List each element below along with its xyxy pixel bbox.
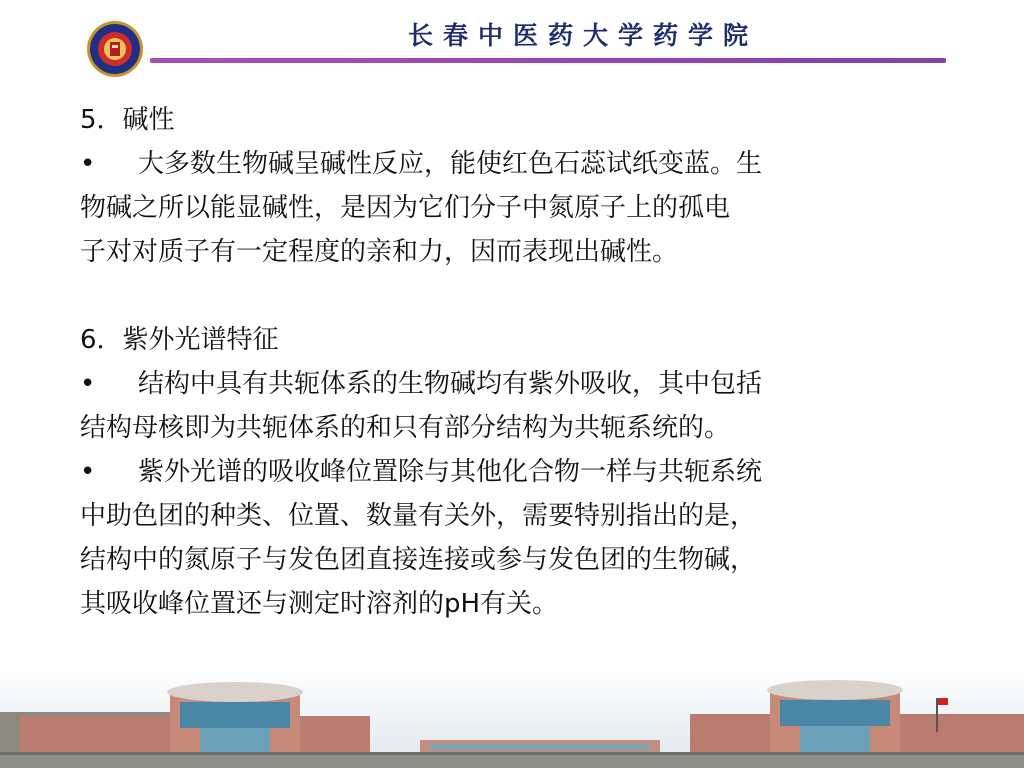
slide-content xyxy=(80,98,960,626)
bullet-icon: • xyxy=(80,369,96,399)
campus-panorama-image xyxy=(0,668,1024,768)
header-divider xyxy=(150,58,946,63)
bullet-paragraph xyxy=(80,362,960,450)
bullet-icon: • xyxy=(80,149,96,179)
section-heading-uv-spectrum: 6．紫外光谱特征 xyxy=(80,325,279,355)
section-heading-basicity: 5．碱性 xyxy=(80,105,175,135)
bullet-paragraph xyxy=(80,142,960,274)
bullet-text: 结构中具有共轭体系的生物碱均有紫外吸收，其中包括 结构母核即为共轭体系的和只有部分结构为共轭系统的。 xyxy=(80,369,763,443)
bullet-text: 紫外光谱的吸收峰位置除与其他化合物一样与共轭系统 中助色团的种类、位置、数量有关外，需要特别指出的是， 结构中的氮原子与发色团直接连接或参与发色团的生物碱， 其吸收峰位置还与测定时溶剂的pH有关。 xyxy=(80,457,763,619)
bullet-paragraph xyxy=(80,450,960,626)
bullet-text: 大多数生物碱呈碱性反应，能使红色石蕊试纸变蓝。生 物碱之所以能显碱性，是因为它们分子中氮原子上的孤电 子对对质子有一定程度的亲和力，因而表现出碱性。 xyxy=(80,149,763,267)
bullet-icon: • xyxy=(80,457,96,487)
section-gap xyxy=(80,274,960,318)
university-seal-icon xyxy=(86,20,144,78)
school-title: 长春中医药大学药学院 xyxy=(408,21,759,50)
slide-header xyxy=(0,0,1024,80)
